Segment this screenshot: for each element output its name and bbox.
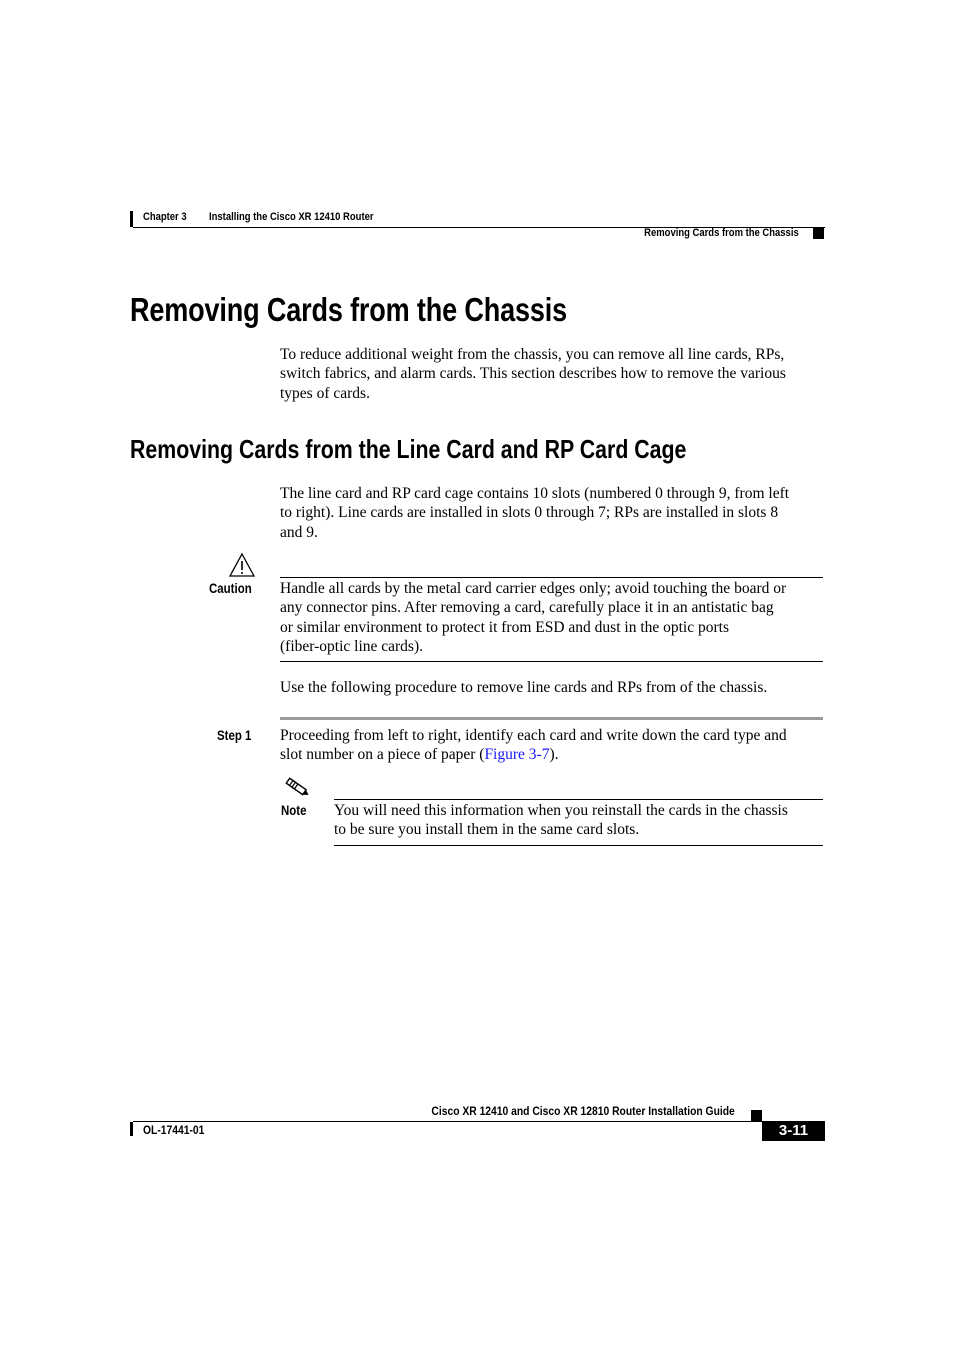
note-text (334, 801, 788, 840)
footer-doc-number: OL-17441-01 (143, 1123, 205, 1137)
note-bottom-rule (334, 845, 823, 846)
intro-line: switch fabrics, and alarm cards. This section describes how to remove the various (280, 365, 786, 383)
page-title: Removing Cards from the Chassis (130, 291, 568, 328)
cage-line: and 9. (280, 523, 318, 541)
header-chapter-title: Installing the Cisco XR 12410 Router (209, 211, 374, 223)
caution-line: or similar environment to protect it from ESD and dust in the optic ports (280, 618, 729, 636)
caution-text (280, 579, 786, 656)
cage-line: The line card and RP card cage contains 10 slots (numbered 0 through 9, from left (280, 485, 790, 502)
caution-line: any connector pins. After removing a card, carefully place it in an antistatic bag (280, 599, 774, 617)
step-line: Proceeding from left to right, identify each card and write down the card type and (280, 727, 787, 744)
caution-label: Caution (209, 581, 252, 596)
warning-triangle-icon (228, 552, 256, 578)
page-number: 3-11 (762, 1121, 825, 1141)
note-top-rule (334, 799, 823, 800)
note-line: to be sure you install them in the same card slots. (334, 821, 640, 839)
step-label: Step 1 (217, 728, 252, 743)
note-line: You will need this information when you reinstall the cards in the chassis (334, 802, 788, 819)
pencil-icon (283, 776, 311, 798)
intro-line: types of cards. (280, 384, 370, 402)
caution-top-rule (280, 577, 823, 578)
caution-bottom-rule (280, 661, 823, 662)
figure-link[interactable]: Figure 3-7 (484, 746, 550, 764)
step-rule (280, 717, 823, 720)
footer-right-marker (751, 1110, 762, 1121)
footer-left-marker (130, 1122, 133, 1136)
intro-line: To reduce additional weight from the chassis, you can remove all line cards, RPs, (280, 346, 785, 363)
header-section: Removing Cards from the Chassis (644, 227, 799, 239)
step-line-after: ). (549, 746, 559, 764)
caution-line: (fiber-optic line cards). (280, 637, 423, 655)
step-text (280, 726, 787, 765)
intro-paragraph (280, 345, 786, 403)
cage-line: to right). Line cards are installed in slots 0 through 7; RPs are installed in slots 8 (280, 504, 779, 522)
header-chapter: Chapter 3 (143, 211, 187, 223)
header-left-marker (130, 211, 133, 227)
subsection-title: Removing Cards from the Line Card and RP Card Cage (130, 434, 687, 464)
footer-rule (133, 1121, 762, 1122)
procedure-intro (280, 678, 767, 697)
cage-description (280, 484, 789, 542)
header-right-marker (813, 228, 824, 239)
caution-line: Handle all cards by the metal card carrier edges only; avoid touching the board or (280, 580, 787, 597)
procedure-intro-text: Use the following procedure to remove line cards and RPs from of the chassis. (280, 679, 768, 696)
footer-guide-title: Cisco XR 12410 and Cisco XR 12810 Router Installation Guide (431, 1104, 735, 1118)
step-line-before: slot number on a piece of paper ( (280, 746, 485, 764)
step-line (280, 745, 787, 764)
note-label: Note (281, 803, 307, 818)
